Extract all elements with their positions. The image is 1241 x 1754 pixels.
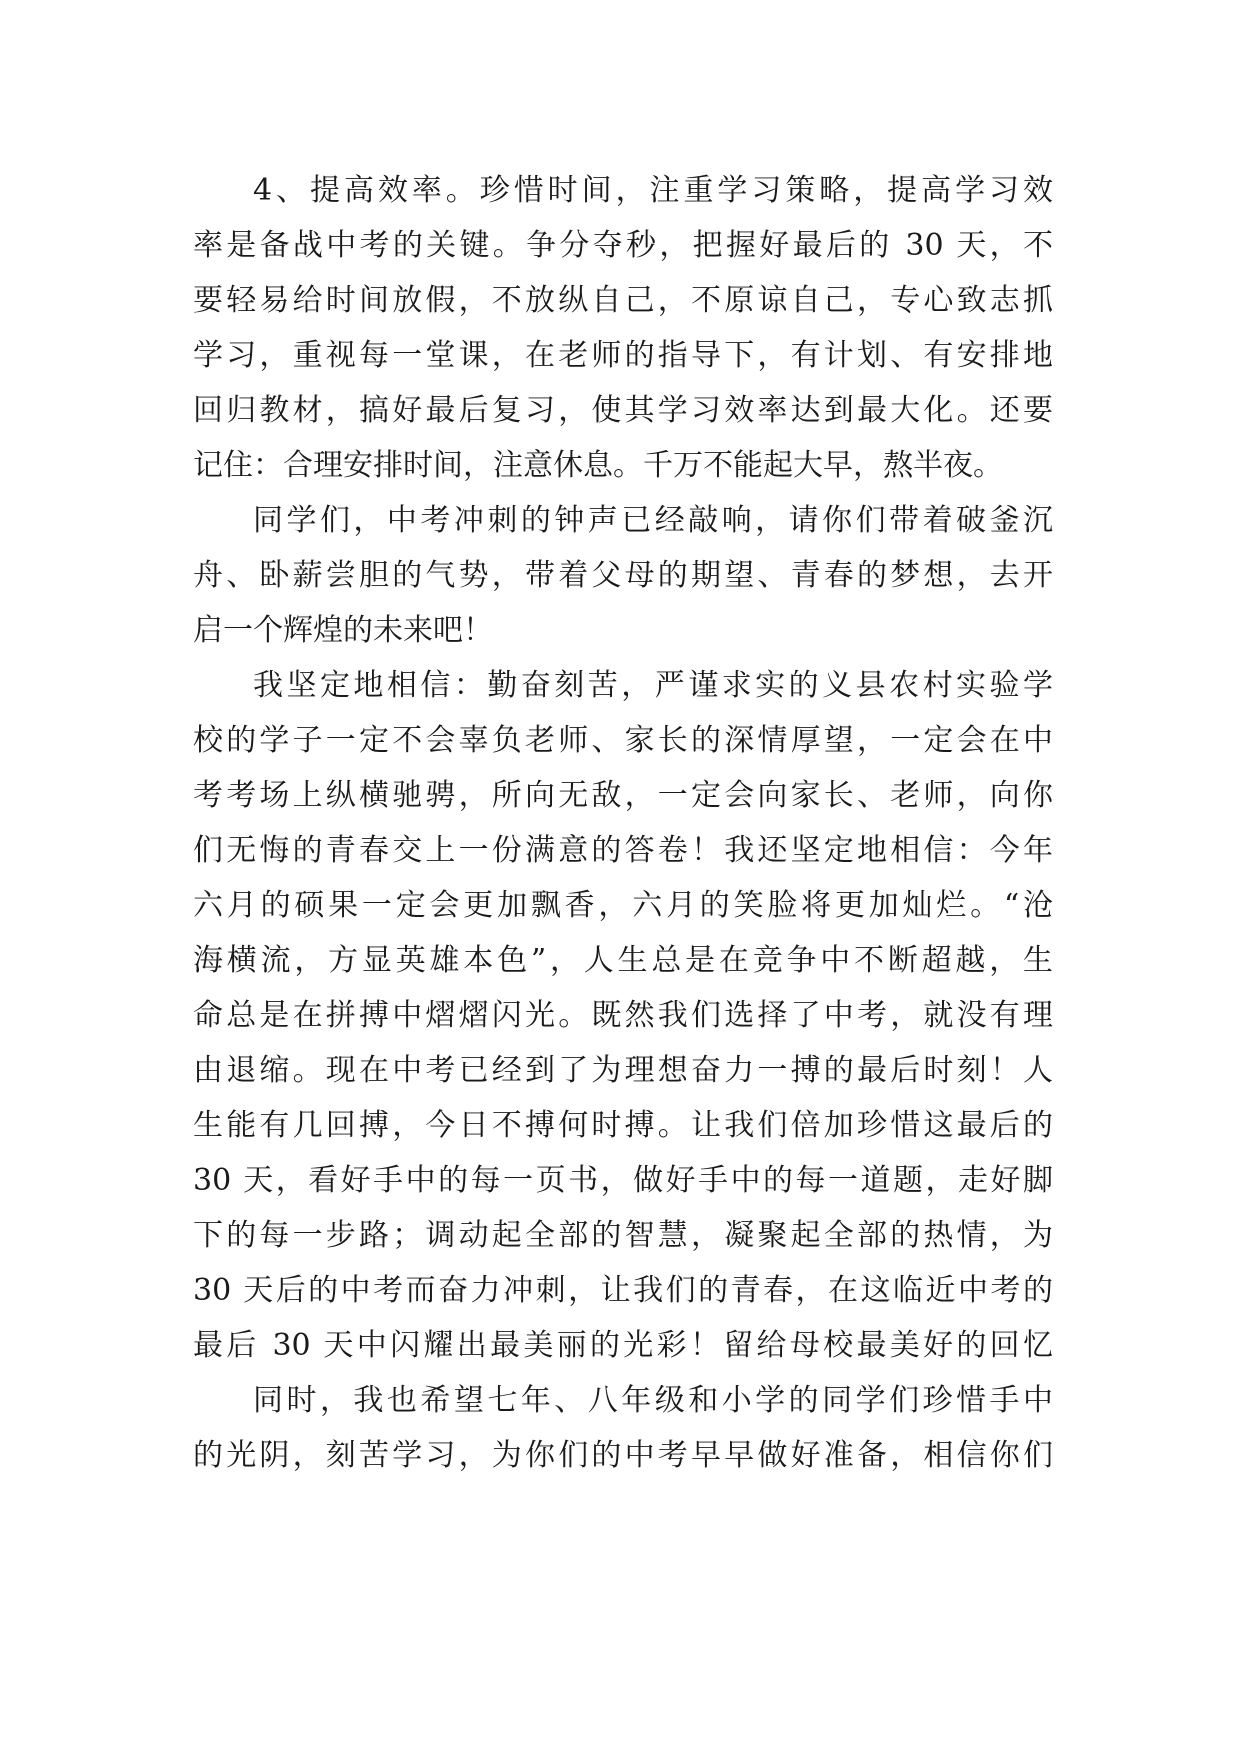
text-line: 记住：合理安排时间，注意休息。千万不能起大早，熬半夜。 [193, 448, 1003, 483]
text-line: 学习，重视每一堂课，在老师的指导下，有计划、有安排地 [193, 338, 1053, 373]
text-line: 由退缩。现在中考已经到了为理想奋力一搏的最后时刻！人 [193, 1053, 1053, 1088]
text-line: 最后 30 天中闪耀出最美丽的光彩！留给母校最美好的回忆 [193, 1328, 1053, 1363]
text-line: 考考场上纵横驰骋，所向无敌，一定会向家长、老师，向你 [193, 778, 1053, 813]
text-line: 同时，我也希望七年、八年级和小学的同学们珍惜手中 [253, 1383, 1053, 1418]
text-line: 4、提高效率。珍惜时间，注重学习策略，提高学习效 [253, 173, 1053, 208]
text-line: 的光阴，刻苦学习，为你们的中考早早做好准备，相信你们 [193, 1438, 1053, 1473]
text-line: 生能有几回搏，今日不搏何时搏。让我们倍加珍惜这最后的 [193, 1108, 1053, 1143]
text-line: 我坚定地相信：勤奋刻苦，严谨求实的义县农村实验学 [253, 668, 1053, 703]
text-line: 30 天，看好手中的每一页书，做好手中的每一道题，走好脚 [193, 1163, 1053, 1198]
text-line: 下的每一步路；调动起全部的智慧，凝聚起全部的热情，为 [193, 1218, 1053, 1253]
text-line: 校的学子一定不会辜负老师、家长的深情厚望，一定会在中 [193, 723, 1053, 758]
text-line: 命总是在拼搏中熠熠闪光。既然我们选择了中考，就没有理 [193, 998, 1053, 1033]
text-line: 们无悔的青春交上一份满意的答卷！我还坚定地相信：今年 [193, 833, 1053, 868]
text-line: 同学们，中考冲刺的钟声已经敲响，请你们带着破釜沉 [253, 503, 1053, 538]
text-line: 启一个辉煌的未来吧！ [193, 613, 493, 648]
text-line: 舟、卧薪尝胆的气势，带着父母的期望、青春的梦想，去开 [193, 558, 1053, 593]
text-line: 率是备战中考的关键。争分夺秒，把握好最后的 30 天，不 [193, 228, 1053, 263]
text-line: 六月的硕果一定会更加飘香，六月的笑脸将更加灿烂。“沧 [193, 888, 1053, 923]
text-line: 30 天后的中考而奋力冲刺，让我们的青春，在这临近中考的 [193, 1273, 1053, 1308]
text-line: 海横流，方显英雄本色”，人生总是在竞争中不断超越，生 [193, 943, 1053, 978]
text-line: 要轻易给时间放假，不放纵自己，不原谅自己，专心致志抓 [193, 283, 1053, 318]
document-body [193, 163, 1053, 1483]
text-line: 回归教材，搞好最后复习，使其学习效率达到最大化。还要 [193, 393, 1053, 428]
